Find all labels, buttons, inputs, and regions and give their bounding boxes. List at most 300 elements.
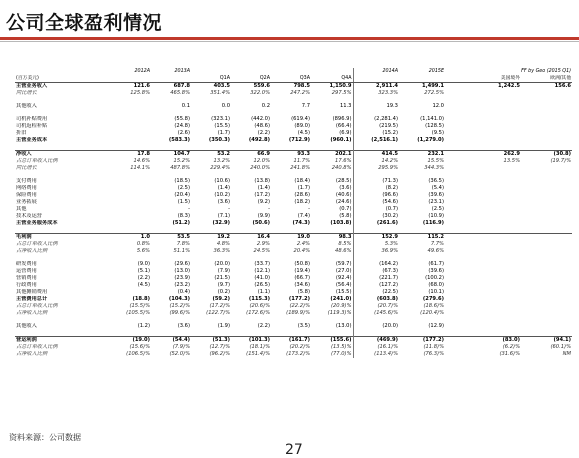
header-cell bbox=[353, 75, 399, 83]
value-cell: 49.6% bbox=[427, 248, 444, 254]
table-row bbox=[15, 289, 572, 296]
value-cell: (1,279.0) bbox=[417, 137, 444, 143]
header-cell: Q1A bbox=[191, 75, 231, 83]
value-cell: NM bbox=[562, 351, 572, 357]
row-label: 业务拓展 bbox=[16, 199, 37, 205]
spacer-cell bbox=[445, 282, 473, 289]
value-cell: (219.5) bbox=[353, 123, 399, 130]
row-label: 占总订单收入比例 bbox=[16, 241, 58, 247]
row-label: 占总订单收入比例 bbox=[16, 158, 58, 164]
value-cell: (61.7) bbox=[428, 261, 444, 267]
value-cell: (15.5) bbox=[214, 123, 230, 129]
value-cell: (120.4)% bbox=[420, 310, 444, 316]
value-cell: (17.2)% bbox=[209, 303, 230, 309]
header-cell: 2015E bbox=[428, 69, 444, 74]
value-cell: 414.5 bbox=[353, 151, 399, 159]
value-cell: 1.0 bbox=[111, 234, 151, 242]
value-cell: (2,281.4) bbox=[353, 116, 399, 123]
value-cell bbox=[473, 268, 521, 275]
value-cell bbox=[521, 310, 572, 317]
row-label: 司机返程补贴 bbox=[16, 123, 48, 129]
value-cell: (3.5) bbox=[297, 323, 310, 329]
value-cell: (0.4) bbox=[177, 289, 190, 295]
value-cell bbox=[521, 241, 572, 248]
value-cell: 297.5% bbox=[331, 90, 352, 96]
value-cell: (50.6) bbox=[252, 220, 270, 226]
value-cell: 351.4% bbox=[210, 90, 230, 96]
value-cell: (54.6) bbox=[353, 199, 399, 206]
value-cell bbox=[521, 213, 572, 220]
value-cell bbox=[111, 103, 151, 110]
spacer-cell bbox=[445, 185, 473, 192]
value-cell bbox=[521, 130, 572, 137]
value-cell: (32.9) bbox=[212, 220, 230, 226]
value-cell: (20.0) bbox=[214, 261, 230, 267]
value-cell: (221.7) bbox=[353, 275, 399, 282]
value-cell: (74.3) bbox=[292, 220, 310, 226]
value-cell: (13.8) bbox=[254, 178, 270, 184]
spacer-cell bbox=[445, 165, 473, 172]
value-cell: (30.8) bbox=[521, 151, 572, 159]
value-cell: 20.4% bbox=[293, 248, 310, 254]
value-cell: (9.9) bbox=[257, 213, 270, 219]
value-cell: (151.4)% bbox=[246, 351, 270, 357]
value-cell: (10.6) bbox=[214, 178, 230, 184]
row-label: 其他收入 bbox=[16, 103, 37, 109]
value-cell bbox=[473, 261, 521, 268]
table-row bbox=[15, 206, 572, 213]
value-cell: 104.7 bbox=[151, 151, 191, 159]
value-cell: (48.6) bbox=[254, 123, 270, 129]
spacer-cell bbox=[445, 296, 473, 303]
row-label: 主营业务收入 bbox=[15, 83, 111, 91]
value-cell: (619.4) bbox=[291, 116, 310, 122]
value-cell bbox=[473, 213, 521, 220]
spacer-cell bbox=[445, 275, 473, 282]
value-cell bbox=[473, 178, 521, 185]
value-cell: (712.9) bbox=[288, 137, 310, 143]
row-label: 占总订单收入比例 bbox=[16, 344, 58, 350]
value-cell: (18.1)% bbox=[249, 344, 270, 350]
value-cell: 403.5 bbox=[191, 83, 231, 91]
value-cell: 53.5 bbox=[151, 234, 191, 242]
value-cell: 232.1 bbox=[399, 151, 445, 159]
spacer-cell bbox=[445, 303, 473, 310]
value-cell: 13.5% bbox=[503, 158, 520, 164]
header-cell bbox=[399, 75, 445, 83]
value-cell: 17.6% bbox=[335, 158, 352, 164]
value-cell: (0.7) bbox=[353, 206, 399, 213]
value-cell bbox=[473, 282, 521, 289]
value-cell bbox=[521, 282, 572, 289]
value-cell: (164.2) bbox=[353, 261, 399, 268]
spacer-cell bbox=[445, 220, 473, 227]
spacer-cell bbox=[445, 206, 473, 213]
value-cell: 344.3% bbox=[424, 165, 444, 171]
value-cell bbox=[111, 185, 151, 192]
value-cell: 487.8% bbox=[170, 165, 190, 171]
row-label: 占净收入比例 bbox=[16, 310, 48, 316]
value-cell: 1,242.5 bbox=[473, 83, 521, 91]
value-cell bbox=[521, 261, 572, 268]
spacer-cell bbox=[445, 289, 473, 296]
value-cell bbox=[473, 185, 521, 192]
header-cell: 2013A bbox=[174, 69, 190, 74]
value-cell: 240.8% bbox=[331, 165, 352, 171]
value-cell: (13.0) bbox=[335, 323, 352, 329]
value-cell: 36.3% bbox=[213, 248, 230, 254]
value-cell: (161.7) bbox=[271, 337, 311, 345]
table-row bbox=[15, 337, 572, 345]
value-cell: (10.1) bbox=[428, 289, 444, 295]
value-cell: 7.7% bbox=[430, 241, 444, 247]
value-cell: 7.8% bbox=[176, 241, 190, 247]
value-cell bbox=[473, 220, 521, 227]
value-cell: (13.0) bbox=[174, 268, 190, 274]
value-cell: (3.6) bbox=[177, 323, 190, 329]
spacer-cell bbox=[445, 83, 473, 91]
value-cell: (0.7) bbox=[339, 206, 352, 212]
value-cell: (442.0) bbox=[251, 116, 270, 122]
value-cell: (29.6) bbox=[174, 261, 190, 267]
value-cell: (21.5) bbox=[214, 275, 230, 281]
value-cell: (155.6) bbox=[311, 337, 353, 345]
value-cell: (8.2) bbox=[353, 185, 399, 192]
value-cell: (603.8) bbox=[353, 296, 399, 303]
value-cell: (104.3) bbox=[168, 296, 190, 302]
table-row bbox=[15, 261, 572, 268]
value-cell bbox=[111, 206, 151, 213]
value-cell: (5.4) bbox=[431, 185, 444, 191]
table-row bbox=[15, 303, 572, 310]
value-cell bbox=[111, 137, 151, 144]
table-row bbox=[15, 234, 572, 242]
title-underline-red bbox=[0, 37, 579, 40]
value-cell: (24.8) bbox=[174, 123, 190, 129]
value-cell: 247.2% bbox=[290, 90, 310, 96]
spacer-cell bbox=[445, 130, 473, 137]
value-cell: (19.0) bbox=[111, 337, 151, 345]
value-cell: (23.9) bbox=[174, 275, 190, 281]
value-cell: 12.0% bbox=[253, 158, 270, 164]
table-row bbox=[15, 282, 572, 289]
value-cell: (66.7) bbox=[294, 275, 310, 281]
spacer-cell bbox=[445, 344, 473, 351]
value-cell bbox=[473, 289, 521, 296]
row-label: 其他摊销费用 bbox=[16, 289, 48, 295]
value-cell: - bbox=[188, 206, 190, 212]
value-cell: (50.8) bbox=[294, 261, 310, 267]
value-cell: (15.5)% bbox=[129, 303, 150, 309]
header-cell: Q2A bbox=[231, 75, 271, 83]
value-cell: (15.6)% bbox=[129, 344, 150, 350]
value-cell: (6.9) bbox=[339, 130, 352, 136]
value-cell: (960.1) bbox=[330, 137, 352, 143]
row-label: 占净收入比例 bbox=[16, 248, 48, 254]
value-cell bbox=[521, 220, 572, 227]
spacer-cell bbox=[445, 213, 473, 220]
value-cell: (11.8)% bbox=[423, 344, 444, 350]
value-cell bbox=[521, 268, 572, 275]
value-cell: 14.6% bbox=[133, 158, 150, 164]
value-cell: (33.7) bbox=[254, 261, 270, 267]
value-cell: (20.7)% bbox=[353, 303, 399, 310]
value-cell: (350.3) bbox=[208, 137, 230, 143]
value-cell: (18.5) bbox=[174, 178, 190, 184]
header-cell bbox=[111, 75, 151, 83]
value-cell: (7.9)% bbox=[172, 344, 190, 350]
spacer-cell bbox=[445, 103, 473, 110]
table-row bbox=[15, 158, 572, 165]
value-cell: (94.1) bbox=[521, 337, 572, 345]
row-label: 营销费用 bbox=[16, 275, 37, 281]
value-cell: (20.0) bbox=[353, 323, 399, 330]
value-cell bbox=[521, 234, 572, 242]
value-cell: 1,150.9 bbox=[311, 83, 353, 91]
value-cell: (15.2)% bbox=[169, 303, 190, 309]
value-cell: 36.9% bbox=[353, 248, 399, 255]
value-cell: (177.2) bbox=[399, 337, 445, 345]
value-cell bbox=[473, 323, 521, 330]
value-cell: 51.1% bbox=[173, 248, 190, 254]
value-cell: (116.9) bbox=[422, 220, 444, 226]
row-label: 营运利润 bbox=[15, 337, 111, 345]
row-label: 支付费用 bbox=[16, 178, 37, 184]
value-cell: (2.5) bbox=[431, 206, 444, 212]
header-cell bbox=[445, 68, 473, 75]
value-cell: 241.8% bbox=[290, 165, 310, 171]
value-cell: (27.0) bbox=[335, 268, 352, 274]
header-cell bbox=[191, 68, 231, 75]
value-cell bbox=[473, 303, 521, 310]
value-cell: (1.4) bbox=[257, 185, 270, 191]
value-cell: (2.2) bbox=[137, 275, 150, 281]
value-cell: (13.5)% bbox=[330, 344, 352, 350]
value-cell: (23.2) bbox=[174, 282, 190, 288]
value-cell: 0.8% bbox=[136, 241, 150, 247]
value-cell: (2.2) bbox=[257, 323, 270, 329]
value-cell: (323.1) bbox=[211, 116, 230, 122]
value-cell: (7.9) bbox=[217, 268, 230, 274]
row-label: 保险费用 bbox=[16, 192, 37, 198]
value-cell: 798.5 bbox=[271, 83, 311, 91]
value-cell bbox=[473, 103, 521, 110]
table-row bbox=[15, 83, 572, 91]
table-row bbox=[15, 248, 572, 255]
value-cell bbox=[111, 289, 151, 296]
value-cell bbox=[111, 220, 151, 227]
row-label: 主营业务成本 bbox=[16, 137, 48, 143]
value-cell bbox=[521, 90, 572, 97]
value-cell: - bbox=[228, 206, 230, 212]
table-row bbox=[15, 344, 572, 351]
spacer-cell bbox=[445, 261, 473, 268]
table-row bbox=[15, 178, 572, 185]
value-cell: (77.0)% bbox=[330, 351, 352, 357]
value-cell: 0.2 bbox=[261, 103, 270, 109]
value-cell: (19.4) bbox=[294, 268, 310, 274]
row-label: 其他 bbox=[16, 206, 27, 212]
value-cell: (7.4) bbox=[297, 213, 310, 219]
table-row bbox=[15, 90, 572, 97]
value-cell: (261.6) bbox=[353, 220, 399, 227]
value-cell: (127.2) bbox=[353, 282, 399, 289]
value-cell bbox=[521, 199, 572, 206]
value-cell bbox=[473, 192, 521, 199]
table-row bbox=[15, 351, 572, 358]
value-cell bbox=[521, 123, 572, 130]
value-cell: 66.9 bbox=[231, 151, 271, 159]
value-cell: (5.8) bbox=[297, 289, 310, 295]
value-cell: (56.4) bbox=[335, 282, 352, 288]
row-label: 折旧 bbox=[16, 130, 27, 136]
value-cell: 323.3% bbox=[353, 90, 399, 97]
value-cell: 121.6 bbox=[111, 83, 151, 91]
value-cell: 272.5% bbox=[424, 90, 444, 96]
value-cell bbox=[521, 323, 572, 330]
row-label: 同比增长 bbox=[16, 90, 37, 96]
spacer-cell bbox=[445, 116, 473, 123]
value-cell: (492.8) bbox=[248, 137, 270, 143]
table-row bbox=[15, 151, 572, 159]
spacer-cell bbox=[445, 90, 473, 97]
value-cell: (52.0)% bbox=[169, 351, 190, 357]
value-cell: (12.1) bbox=[254, 268, 270, 274]
value-cell: (9.2) bbox=[257, 199, 270, 205]
value-cell bbox=[473, 275, 521, 282]
value-cell bbox=[473, 241, 521, 248]
value-cell bbox=[473, 234, 521, 242]
header-cell: (百万美元) bbox=[15, 75, 111, 83]
value-cell: 4.8% bbox=[216, 241, 230, 247]
value-cell: (4.5) bbox=[297, 130, 310, 136]
value-cell bbox=[473, 90, 521, 97]
value-cell: 2,911.4 bbox=[353, 83, 399, 91]
value-cell: (113.4)% bbox=[353, 351, 399, 358]
value-cell bbox=[521, 275, 572, 282]
value-cell: (115.3) bbox=[248, 296, 270, 302]
header-cell: Q4A bbox=[311, 75, 353, 83]
value-cell: (103.8) bbox=[330, 220, 352, 226]
row-label: 主营费用总计 bbox=[16, 296, 48, 302]
value-cell: (96.2)% bbox=[209, 351, 230, 357]
value-cell: 5.6% bbox=[136, 248, 150, 254]
value-cell: (18.2) bbox=[294, 199, 310, 205]
value-cell: (66.4) bbox=[335, 123, 352, 129]
value-cell: 295.9% bbox=[353, 165, 399, 172]
value-cell bbox=[521, 103, 572, 110]
table-row bbox=[15, 241, 572, 248]
spacer-cell bbox=[445, 151, 473, 159]
header-cell bbox=[15, 68, 111, 75]
value-cell: (76.3)% bbox=[423, 351, 444, 357]
value-cell: (3.6) bbox=[339, 185, 352, 191]
value-cell: 202.1 bbox=[311, 151, 353, 159]
value-cell bbox=[521, 165, 572, 172]
value-cell: (100.2) bbox=[425, 275, 444, 281]
row-label: 网络费用 bbox=[16, 185, 37, 191]
value-cell: (10.9) bbox=[428, 213, 444, 219]
value-cell: (18.8) bbox=[132, 296, 150, 302]
value-cell bbox=[473, 116, 521, 123]
table-row bbox=[15, 268, 572, 275]
value-cell: 465.8% bbox=[170, 90, 190, 96]
value-cell: (1.5) bbox=[177, 199, 190, 205]
value-cell: (30.2) bbox=[353, 213, 399, 220]
value-cell: (189.9)% bbox=[286, 310, 310, 316]
value-cell: - bbox=[268, 206, 270, 212]
value-cell: 1,499.1 bbox=[399, 83, 445, 91]
header-cell bbox=[151, 75, 191, 83]
value-cell: (6.2)% bbox=[502, 344, 520, 350]
header-cell: FF by Geo (2015 Q1) bbox=[521, 69, 572, 74]
value-cell: (39.6) bbox=[428, 268, 444, 274]
value-cell: (19.7)% bbox=[550, 158, 572, 164]
value-cell: (18.6)% bbox=[423, 303, 444, 309]
value-cell: (24.6) bbox=[335, 199, 352, 205]
value-cell: (59.7) bbox=[335, 261, 352, 267]
header-cell: 2014A bbox=[353, 68, 399, 75]
row-label: 研发费用 bbox=[16, 261, 37, 267]
value-cell: 19.0 bbox=[271, 234, 311, 242]
value-cell: (469.9) bbox=[353, 337, 399, 345]
value-cell: (28.5) bbox=[335, 178, 352, 184]
spacer-cell bbox=[445, 268, 473, 275]
value-cell bbox=[111, 192, 151, 199]
value-cell: (39.6) bbox=[428, 192, 444, 198]
value-cell: (1.1) bbox=[257, 289, 270, 295]
table-row bbox=[15, 213, 572, 220]
value-cell: (23.1) bbox=[428, 199, 444, 205]
value-cell: (2.6) bbox=[177, 130, 190, 136]
header-cell bbox=[311, 68, 353, 75]
value-cell: (17.2) bbox=[254, 192, 270, 198]
spacer-cell bbox=[445, 241, 473, 248]
value-cell: (31.6)% bbox=[499, 351, 520, 357]
value-cell: 53.2 bbox=[191, 151, 231, 159]
value-cell: 48.6% bbox=[335, 248, 352, 254]
value-cell: 152.9 bbox=[353, 234, 399, 242]
value-cell: (3.6) bbox=[217, 199, 230, 205]
spacer-cell bbox=[445, 234, 473, 242]
value-cell: 13.2% bbox=[213, 158, 230, 164]
value-cell: (583.3) bbox=[168, 137, 190, 143]
row-label: 运营费用 bbox=[16, 268, 37, 274]
value-cell: 2.4% bbox=[296, 241, 310, 247]
value-cell: (106.5)% bbox=[126, 351, 150, 357]
value-cell: (119.3)% bbox=[327, 310, 352, 316]
spacer-cell bbox=[445, 337, 473, 345]
value-cell bbox=[521, 206, 572, 213]
value-cell: 15.5% bbox=[427, 158, 444, 164]
value-cell bbox=[521, 296, 572, 303]
value-cell: (20.9)% bbox=[330, 303, 352, 309]
spacer-cell bbox=[445, 158, 473, 165]
value-cell bbox=[521, 178, 572, 185]
table-row bbox=[15, 310, 572, 317]
table-row bbox=[15, 296, 572, 303]
header-cell: 2012A bbox=[134, 69, 150, 74]
value-cell: 98.3 bbox=[311, 234, 353, 242]
value-cell: (2.5) bbox=[177, 185, 190, 191]
spacer-cell bbox=[445, 323, 473, 330]
value-cell: (1,141.0) bbox=[420, 116, 444, 122]
value-cell: (4.5) bbox=[137, 282, 150, 288]
value-cell: 262.9 bbox=[473, 151, 521, 159]
value-cell: (68.0) bbox=[428, 282, 444, 288]
value-cell: (12.7)% bbox=[209, 344, 230, 350]
value-cell: (34.6) bbox=[294, 282, 310, 288]
